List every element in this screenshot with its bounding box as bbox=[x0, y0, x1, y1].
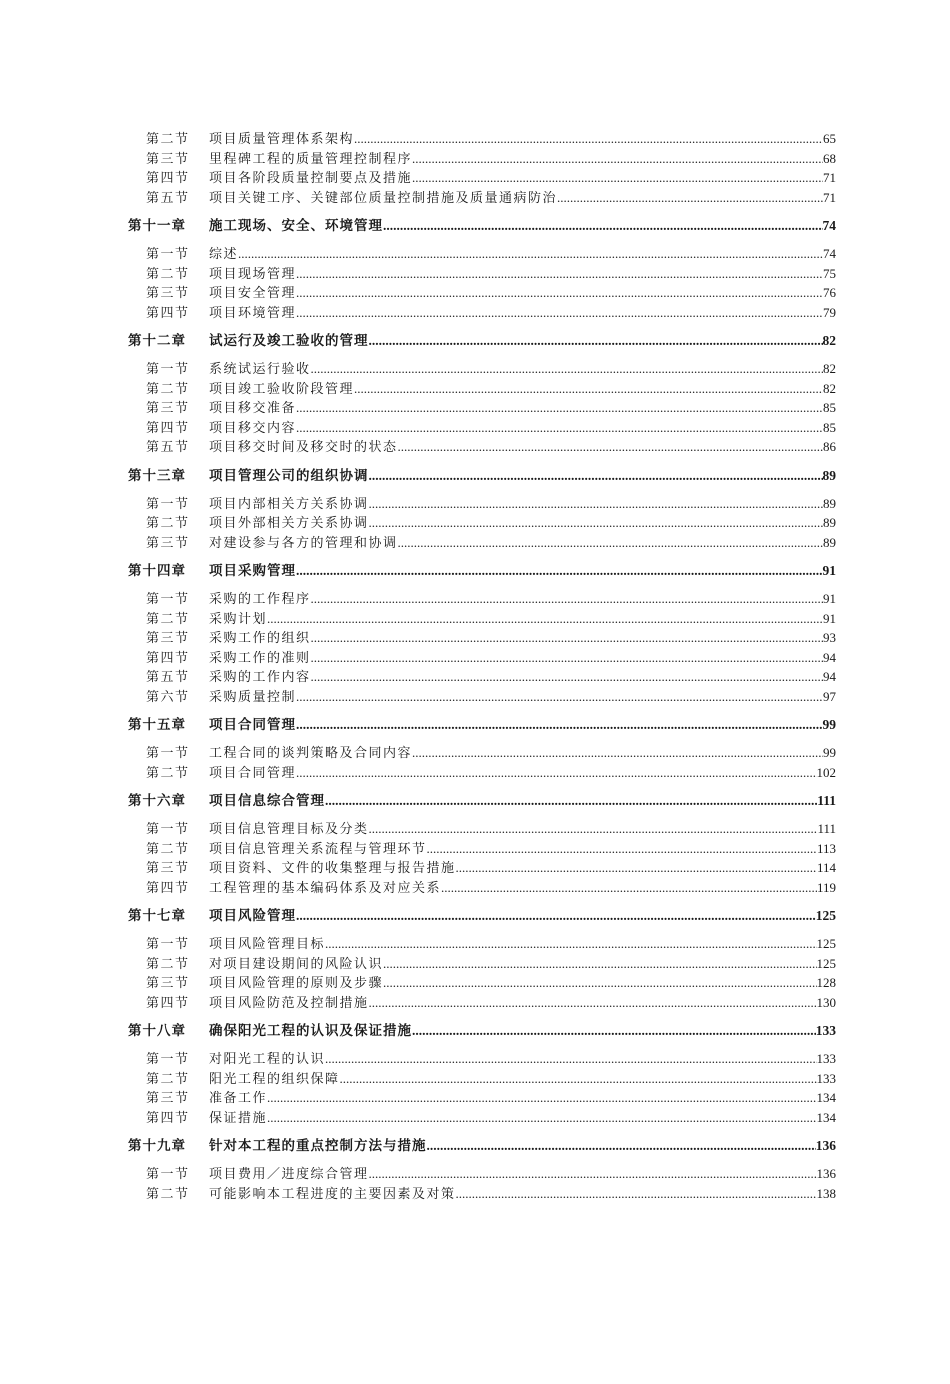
dot-leader bbox=[296, 420, 823, 436]
dot-leader bbox=[238, 246, 823, 262]
toc-section-entry[interactable] bbox=[128, 588, 836, 608]
toc-section-entry[interactable] bbox=[128, 282, 836, 302]
entry-label: 第一节 bbox=[146, 746, 190, 761]
dot-leader bbox=[267, 1110, 816, 1126]
toc-chapter-entry[interactable] bbox=[128, 1019, 836, 1039]
entry-title: 项目移交时间及移交时的状态 bbox=[209, 440, 398, 455]
page-number: 134 bbox=[816, 1109, 836, 1125]
toc-section-entry[interactable] bbox=[128, 666, 836, 686]
dot-leader bbox=[369, 995, 817, 1011]
toc-chapter-entry[interactable] bbox=[128, 329, 836, 349]
entry-label: 第十七章 bbox=[128, 908, 186, 924]
entry-title: 项目质量管理体系架构 bbox=[209, 132, 355, 147]
dot-leader bbox=[325, 793, 817, 809]
entry-title: 系统试运行验收 bbox=[209, 362, 311, 377]
dot-leader bbox=[383, 975, 816, 991]
toc-section-entry[interactable] bbox=[128, 877, 836, 897]
dot-leader bbox=[296, 400, 823, 416]
entry-title: 项目合同管理 bbox=[209, 717, 296, 733]
dot-leader bbox=[311, 591, 823, 607]
entry-label: 第二节 bbox=[146, 132, 190, 147]
entry-title: 项目信息管理目标及分类 bbox=[209, 822, 369, 837]
entry-label: 第四节 bbox=[146, 880, 190, 896]
entry-label: 第三节 bbox=[146, 535, 190, 551]
dot-leader bbox=[383, 218, 823, 234]
dot-leader bbox=[412, 1023, 816, 1039]
toc-section-entry[interactable] bbox=[128, 818, 836, 838]
entry-label: 第一节 bbox=[146, 937, 190, 952]
toc-chapter-entry[interactable] bbox=[128, 214, 836, 234]
page-number: 119 bbox=[816, 879, 836, 895]
entry-label: 第三节 bbox=[146, 976, 190, 991]
page-number: 134 bbox=[816, 1090, 836, 1105]
entry-label: 第十九章 bbox=[128, 1138, 186, 1154]
page-number: 76 bbox=[823, 285, 836, 300]
toc-section-entry[interactable] bbox=[128, 1107, 836, 1127]
dot-leader bbox=[383, 956, 816, 972]
entry-title: 综述 bbox=[209, 247, 239, 262]
entry-title: 采购质量控制 bbox=[209, 689, 297, 705]
entry-label: 第三节 bbox=[146, 861, 190, 876]
toc-section-entry[interactable] bbox=[128, 627, 836, 647]
entry-title: 项目风险管理的原则及步骤 bbox=[209, 976, 384, 991]
dot-leader bbox=[296, 689, 823, 705]
entry-label: 第十五章 bbox=[128, 717, 186, 733]
page-number: 74 bbox=[823, 246, 836, 261]
page-number: 82 bbox=[822, 333, 836, 348]
toc-section-entry[interactable] bbox=[128, 512, 836, 532]
page-number: 133 bbox=[815, 1023, 836, 1038]
entry-label: 第十二章 bbox=[128, 333, 186, 349]
page-number: 89 bbox=[823, 515, 836, 530]
entry-title: 采购的工作程序 bbox=[209, 592, 311, 607]
toc-chapter-entry[interactable] bbox=[128, 1134, 836, 1154]
toc-section-entry[interactable] bbox=[128, 397, 836, 417]
dot-leader bbox=[296, 765, 816, 781]
page-number: 125 bbox=[815, 908, 836, 923]
entry-label: 第四节 bbox=[146, 305, 190, 321]
toc-section-entry[interactable] bbox=[128, 378, 836, 398]
entry-label: 第十六章 bbox=[128, 793, 186, 809]
entry-label: 第四节 bbox=[146, 995, 190, 1011]
toc-section-entry[interactable] bbox=[128, 417, 836, 437]
entry-label: 第一节 bbox=[146, 247, 190, 262]
toc-section-entry[interactable] bbox=[128, 608, 836, 628]
page-number: 130 bbox=[816, 994, 836, 1010]
entry-title: 项目安全管理 bbox=[209, 286, 297, 301]
entry-title: 工程合同的谈判策略及合同内容 bbox=[209, 746, 413, 761]
page-number: 133 bbox=[816, 1051, 836, 1066]
entry-label: 第四节 bbox=[146, 171, 190, 186]
page-number: 89 bbox=[822, 467, 836, 483]
page-number: 111 bbox=[817, 793, 836, 808]
entry-label: 第二节 bbox=[146, 516, 190, 531]
entry-title: 采购的工作内容 bbox=[209, 670, 311, 685]
entry-title: 项目各阶段质量控制要点及措施 bbox=[209, 171, 413, 186]
entry-title: 工程管理的基本编码体系及对应关系 bbox=[209, 880, 442, 896]
dot-leader bbox=[354, 131, 823, 147]
toc-section-entry[interactable] bbox=[128, 1048, 836, 1068]
toc-chapter-entry[interactable] bbox=[128, 559, 836, 579]
page-number: 99 bbox=[822, 717, 836, 732]
page-number: 102 bbox=[816, 764, 836, 780]
entry-title: 对建设参与各方的管理和协调 bbox=[209, 535, 398, 551]
dot-leader bbox=[340, 1071, 817, 1087]
toc-section-entry[interactable] bbox=[128, 358, 836, 378]
toc-chapter-entry[interactable] bbox=[128, 789, 836, 809]
toc-section-entry[interactable] bbox=[128, 972, 836, 992]
page-number: 93 bbox=[823, 630, 836, 645]
toc-section-entry[interactable] bbox=[128, 838, 836, 858]
page-number: 138 bbox=[816, 1185, 836, 1201]
page-number: 86 bbox=[823, 439, 836, 454]
entry-label: 第四节 bbox=[146, 1110, 190, 1126]
entry-title: 里程碑工程的质量管理控制程序 bbox=[209, 151, 413, 167]
entry-title: 项目采购管理 bbox=[209, 563, 296, 579]
page-number: 79 bbox=[823, 304, 836, 320]
toc-section-entry[interactable] bbox=[128, 992, 836, 1012]
entry-title: 试运行及竣工验收的管理 bbox=[209, 333, 369, 349]
dot-leader bbox=[557, 190, 823, 206]
entry-title: 项目外部相关方关系协调 bbox=[209, 516, 369, 531]
dot-leader bbox=[369, 515, 823, 531]
entry-label: 第二节 bbox=[146, 841, 190, 857]
page-number: 136 bbox=[815, 1138, 836, 1153]
toc-section-entry[interactable] bbox=[128, 1183, 836, 1203]
toc-section-entry[interactable] bbox=[128, 187, 836, 207]
entry-label: 第五节 bbox=[146, 190, 190, 206]
entry-title: 阳光工程的组织保障 bbox=[209, 1071, 340, 1087]
page-number: 128 bbox=[816, 975, 836, 990]
page-number: 85 bbox=[823, 400, 836, 415]
entry-title: 项目内部相关方关系协调 bbox=[209, 496, 369, 512]
entry-title: 项目信息管理关系流程与管理环节 bbox=[209, 841, 427, 857]
entry-label: 第十三章 bbox=[128, 467, 186, 484]
page-number: 85 bbox=[823, 419, 836, 435]
entry-label: 第一节 bbox=[146, 592, 190, 607]
page-number: 65 bbox=[823, 131, 836, 146]
dot-leader bbox=[267, 1090, 816, 1106]
entry-label: 第六节 bbox=[146, 689, 190, 705]
toc-section-entry[interactable] bbox=[128, 1163, 836, 1183]
page-number: 114 bbox=[816, 860, 836, 875]
toc-chapter-entry[interactable] bbox=[128, 713, 836, 733]
entry-label: 第三节 bbox=[146, 401, 190, 416]
entry-title: 采购计划 bbox=[209, 611, 268, 627]
entry-label: 第三节 bbox=[146, 151, 190, 167]
entry-label: 第二节 bbox=[146, 381, 190, 397]
page-number: 125 bbox=[816, 955, 836, 971]
page-number: 89 bbox=[823, 534, 836, 550]
toc-section-entry[interactable] bbox=[128, 148, 836, 168]
page-number: 91 bbox=[823, 610, 836, 626]
entry-label: 第十一章 bbox=[128, 218, 186, 234]
entry-label: 第四节 bbox=[146, 420, 190, 436]
entry-label: 第二节 bbox=[146, 765, 190, 781]
dot-leader bbox=[427, 841, 817, 857]
dot-leader bbox=[441, 880, 817, 896]
dot-leader bbox=[296, 563, 823, 579]
page-number: 68 bbox=[823, 150, 836, 166]
entry-label: 第十八章 bbox=[128, 1023, 186, 1039]
entry-title: 采购工作的组织 bbox=[209, 631, 311, 646]
toc-chapter-entry[interactable] bbox=[128, 464, 836, 484]
entry-title: 项目环境管理 bbox=[209, 305, 297, 321]
entry-title: 项目信息综合管理 bbox=[209, 793, 325, 809]
dot-leader bbox=[296, 305, 823, 321]
dot-leader bbox=[398, 535, 823, 551]
toc-section-entry[interactable] bbox=[128, 1087, 836, 1107]
entry-label: 第一节 bbox=[146, 1052, 190, 1067]
entry-label: 第一节 bbox=[146, 362, 190, 377]
page-number: 91 bbox=[823, 591, 836, 606]
entry-label: 第十四章 bbox=[128, 563, 186, 579]
entry-title: 针对本工程的重点控制方法与措施 bbox=[209, 1138, 427, 1154]
table-of-contents bbox=[128, 128, 836, 1202]
page-number: 94 bbox=[823, 649, 836, 665]
dot-leader bbox=[369, 821, 818, 837]
toc-section-entry[interactable] bbox=[128, 857, 836, 877]
dot-leader bbox=[412, 745, 823, 761]
dot-leader bbox=[325, 936, 816, 952]
entry-title: 保证措施 bbox=[209, 1110, 268, 1126]
entry-label: 第三节 bbox=[146, 631, 190, 646]
dot-leader bbox=[427, 1138, 816, 1154]
dot-leader bbox=[412, 170, 823, 186]
entry-label: 第二节 bbox=[146, 1186, 190, 1202]
entry-title: 项目风险防范及控制措施 bbox=[209, 995, 369, 1011]
page-number: 75 bbox=[823, 265, 836, 281]
dot-leader bbox=[296, 717, 823, 733]
entry-label: 第二节 bbox=[146, 266, 190, 282]
entry-title: 项目移交内容 bbox=[209, 420, 297, 436]
page-number: 71 bbox=[823, 170, 836, 185]
toc-section-entry[interactable] bbox=[128, 686, 836, 706]
toc-section-entry[interactable] bbox=[128, 436, 836, 456]
dot-leader bbox=[311, 650, 823, 666]
entry-label: 第四节 bbox=[146, 650, 190, 666]
entry-title: 项目现场管理 bbox=[209, 266, 297, 282]
dot-leader bbox=[296, 908, 816, 924]
toc-section-entry[interactable] bbox=[128, 762, 836, 782]
toc-section-entry[interactable] bbox=[128, 647, 836, 667]
entry-label: 第二节 bbox=[146, 956, 190, 972]
entry-title: 可能影响本工程进度的主要因素及对策 bbox=[209, 1186, 456, 1202]
toc-section-entry[interactable] bbox=[128, 933, 836, 953]
page-number: 94 bbox=[823, 669, 836, 684]
toc-section-entry[interactable] bbox=[128, 532, 836, 552]
toc-section-entry[interactable] bbox=[128, 302, 836, 322]
dot-leader bbox=[325, 1051, 816, 1067]
dot-leader bbox=[456, 860, 817, 876]
toc-section-entry[interactable] bbox=[128, 167, 836, 187]
dot-leader bbox=[311, 630, 823, 646]
entry-title: 项目移交准备 bbox=[209, 401, 297, 416]
toc-section-entry[interactable] bbox=[128, 493, 836, 513]
page-number: 97 bbox=[823, 688, 836, 704]
page-number: 71 bbox=[823, 189, 836, 205]
entry-label: 第五节 bbox=[146, 440, 190, 455]
entry-label: 第五节 bbox=[146, 670, 190, 685]
dot-leader bbox=[311, 361, 823, 377]
toc-section-entry[interactable] bbox=[128, 1068, 836, 1088]
entry-title: 采购工作的准则 bbox=[209, 650, 311, 666]
entry-title: 项目费用／进度综合管理 bbox=[209, 1167, 369, 1182]
page-number: 136 bbox=[816, 1166, 836, 1181]
toc-section-entry[interactable] bbox=[128, 243, 836, 263]
toc-chapter-entry[interactable] bbox=[128, 904, 836, 924]
toc-section-entry[interactable] bbox=[128, 263, 836, 283]
entry-label: 第三节 bbox=[146, 1091, 190, 1106]
entry-title: 确保阳光工程的认识及保证措施 bbox=[209, 1023, 412, 1039]
entry-title: 项目关键工序、关键部位质量控制措施及质量通病防治 bbox=[209, 190, 558, 206]
entry-label: 第一节 bbox=[146, 496, 190, 512]
entry-label: 第二节 bbox=[146, 1071, 190, 1087]
page-number: 82 bbox=[823, 380, 836, 396]
dot-leader bbox=[369, 468, 823, 484]
entry-title: 项目风险管理目标 bbox=[209, 937, 326, 952]
entry-title: 准备工作 bbox=[209, 1091, 268, 1106]
toc-section-entry[interactable] bbox=[128, 128, 836, 148]
entry-title: 项目竣工验收阶段管理 bbox=[209, 381, 355, 397]
entry-title: 项目资料、文件的收集整理与报告措施 bbox=[209, 861, 456, 876]
dot-leader bbox=[456, 1186, 817, 1202]
page-number: 82 bbox=[823, 361, 836, 376]
page-number: 133 bbox=[816, 1070, 836, 1086]
page-number: 99 bbox=[823, 745, 836, 760]
dot-leader bbox=[369, 333, 823, 349]
dot-leader bbox=[369, 496, 823, 512]
page-number: 125 bbox=[816, 936, 836, 951]
entry-label: 第二节 bbox=[146, 611, 190, 627]
page-number: 74 bbox=[822, 218, 836, 233]
entry-title: 项目合同管理 bbox=[209, 765, 297, 781]
dot-leader bbox=[296, 285, 823, 301]
dot-leader bbox=[412, 151, 823, 167]
dot-leader bbox=[296, 266, 823, 282]
entry-label: 第一节 bbox=[146, 1167, 190, 1182]
entry-title: 项目管理公司的组织协调 bbox=[209, 467, 369, 484]
page-number: 111 bbox=[817, 821, 836, 836]
page-number: 113 bbox=[816, 840, 836, 856]
entry-label: 第一节 bbox=[146, 822, 190, 837]
page-number: 89 bbox=[823, 495, 836, 511]
dot-leader bbox=[267, 611, 823, 627]
dot-leader bbox=[398, 439, 823, 455]
entry-title: 项目风险管理 bbox=[209, 908, 296, 924]
dot-leader bbox=[354, 381, 823, 397]
toc-section-entry[interactable] bbox=[128, 742, 836, 762]
page-number: 91 bbox=[822, 563, 836, 578]
entry-title: 对阳光工程的认识 bbox=[209, 1052, 326, 1067]
entry-title: 对项目建设期间的风险认识 bbox=[209, 956, 384, 972]
dot-leader bbox=[369, 1166, 817, 1182]
entry-label: 第三节 bbox=[146, 286, 190, 301]
entry-title: 施工现场、安全、环境管理 bbox=[209, 218, 383, 234]
dot-leader bbox=[311, 669, 823, 685]
toc-section-entry[interactable] bbox=[128, 953, 836, 973]
